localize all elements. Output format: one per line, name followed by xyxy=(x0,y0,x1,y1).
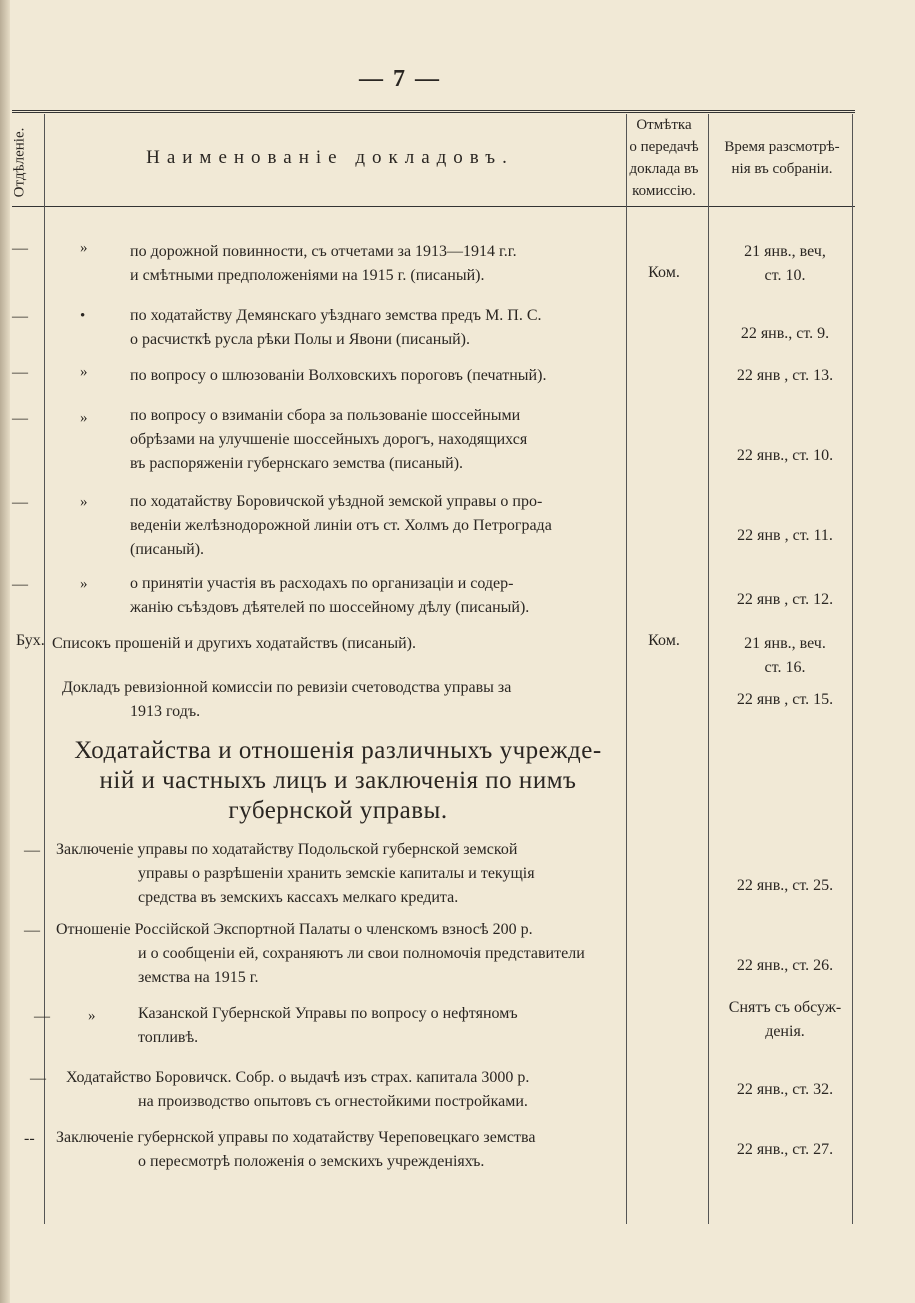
header-time-line: нія въ собраніи. xyxy=(731,161,833,177)
header-mark-line: комиссію. xyxy=(632,183,696,199)
header-mark xyxy=(622,114,706,202)
row-time xyxy=(712,444,858,468)
row-time-line: 22 янв., ст. 9. xyxy=(740,325,830,342)
ditto-mark: • xyxy=(80,308,86,324)
row-time-line: 22 янв., ст. 10. xyxy=(736,447,834,464)
table-top-rule xyxy=(12,110,855,113)
row-dept: Бух. xyxy=(16,632,45,649)
ditto-mark: » xyxy=(80,364,88,380)
column-divider-mark xyxy=(708,114,709,1224)
table-header-rule xyxy=(12,206,855,207)
row-dept: -- xyxy=(24,1130,35,1147)
row-text-line: и о сообщеніи ей, сохраняютъ ли свои полномочія представители xyxy=(138,945,585,962)
row-text-line: и смѣтными предположеніями на 1915 г. (писаный). xyxy=(130,267,485,284)
row-time-line: 22 янв , ст. 15. xyxy=(736,691,834,708)
row-time xyxy=(712,524,858,548)
row-text-line: по ходатайству Демянскаго уѣзднаго земства предъ М. П. С. xyxy=(130,307,542,324)
row-text-line: о пересмотрѣ положенія о земскихъ учрежденіяхъ. xyxy=(138,1153,485,1170)
row-mark: Ком. xyxy=(648,264,680,281)
row-text-line: Отношеніе Россійской Экспортной Палаты о членскомъ взносѣ 200 р. xyxy=(56,921,533,938)
row-time xyxy=(712,632,858,680)
column-divider-dept xyxy=(44,114,45,1224)
ditto-mark: » xyxy=(88,1008,96,1024)
ditto-mark: » xyxy=(80,576,88,592)
row-time xyxy=(712,996,858,1044)
row-dept: — xyxy=(24,922,40,939)
row-mark: Ком. xyxy=(648,632,680,649)
row-time-line: 22 янв , ст. 13. xyxy=(736,367,834,384)
row-text-line: управы о разрѣшеніи хранить земскіе капиталы и текущія xyxy=(138,865,535,882)
row-text-line: Ходатайство Боровичск. Собр. о выдачѣ изъ страх. капитала 3000 р. xyxy=(66,1069,530,1086)
row-time xyxy=(712,954,858,978)
header-time-line: Время разсмотрѣ- xyxy=(724,139,840,155)
section-title-line: Ходатайства и отношенія различныхъ учрежде- xyxy=(74,737,602,764)
row-text-line: по ходатайству Боровичской уѣздной земской управы о про- xyxy=(130,493,543,510)
row-text-line: Заключеніе управы по ходатайству Подольской губернской земской xyxy=(56,841,518,858)
row-time-line: ст. 10. xyxy=(764,267,806,284)
row-time xyxy=(712,874,858,898)
row-text-line: 1913 годъ. xyxy=(130,703,201,720)
page-number: — 7 — xyxy=(359,66,441,92)
row-time-line: 21 янв., веч, xyxy=(744,243,826,260)
ditto-mark: » xyxy=(80,494,88,510)
row-text-line: средства въ земскихъ кассахъ мелкаго кредита. xyxy=(138,889,459,906)
header-mark-line: о передачѣ xyxy=(629,139,699,155)
row-text-line: по дорожной повинности, съ отчетами за 1913—1914 г.г. xyxy=(130,243,517,260)
row-time-line: 22 янв., ст. 32. xyxy=(736,1081,834,1098)
row-time xyxy=(712,688,858,712)
row-time-line: 22 янв., ст. 27. xyxy=(736,1141,834,1158)
row-text-line: обрѣзами на улучшеніе шоссейныхъ дорогъ, находящихся xyxy=(130,431,528,448)
row-time xyxy=(712,322,858,346)
row-time-line: 22 янв , ст. 11. xyxy=(737,527,833,544)
row-text-line: Списокъ прошеній и другихъ ходатайствъ (писаный). xyxy=(52,635,416,652)
row-dept: — xyxy=(34,1008,50,1025)
ditto-mark: » xyxy=(80,240,88,256)
header-name: Наименованіе докладовъ. xyxy=(146,147,514,168)
section-title-line: губернской управы. xyxy=(228,797,448,824)
header-mark-line: Отмѣтка xyxy=(636,117,692,133)
row-time-line: ст. 16. xyxy=(764,659,806,676)
row-text-line: Докладъ ревизіонной комиссіи по ревизіи счетоводства управы за xyxy=(62,679,512,696)
section-title-line: ній и частныхъ лицъ и заключенія по нимъ xyxy=(99,767,577,794)
header-dept: Отдѣленіе. xyxy=(11,127,28,197)
row-dept: — xyxy=(12,576,28,593)
row-text-line: веденіи желѣзнодорожной линіи отъ ст. Холмъ до Петрограда xyxy=(130,517,552,534)
row-time xyxy=(712,1078,858,1102)
row-dept: — xyxy=(12,240,28,257)
row-text-line: по вопросу о взиманіи сбора за пользованіе шоссейными xyxy=(130,407,521,424)
row-text-line: о принятіи участія въ расходахъ по организаціи и содер- xyxy=(130,575,514,592)
row-time-line: 22 янв , ст. 12. xyxy=(736,591,834,608)
row-text-line: на производство опытовъ съ огнестойкими постройками. xyxy=(138,1093,528,1110)
row-time xyxy=(712,588,858,612)
row-time xyxy=(712,1138,858,1162)
row-time-line: 22 янв., ст. 25. xyxy=(736,877,834,894)
row-text-line: (писаный). xyxy=(130,541,205,558)
row-text-line: жанію съѣздовъ дѣятелей по шоссейному дѣлу (писаный). xyxy=(130,599,530,616)
row-time-line: 22 янв., ст. 26. xyxy=(736,957,834,974)
header-mark-line: доклада въ xyxy=(629,161,699,177)
row-dept: — xyxy=(12,308,28,325)
row-dept: — xyxy=(12,364,28,381)
row-text-line: Казанской Губернской Управы по вопросу о нефтяномъ xyxy=(138,1005,518,1022)
ditto-mark: » xyxy=(80,410,88,426)
row-text-line: въ распоряженіи губернскаго земства (писаный). xyxy=(130,455,464,472)
row-dept: — xyxy=(24,842,40,859)
row-text-line: Заключеніе губернской управы по ходатайству Череповецкаго земства xyxy=(56,1129,536,1146)
row-time-line: денія. xyxy=(765,1023,805,1040)
header-time xyxy=(710,136,854,180)
row-time-line: Снятъ съ обсуж- xyxy=(728,999,842,1016)
row-text-line: топливѣ. xyxy=(138,1029,199,1046)
row-text-line: земства на 1915 г. xyxy=(138,969,259,986)
row-time-line: 21 янв., веч. xyxy=(744,635,826,652)
row-dept: — xyxy=(12,494,28,511)
row-dept: — xyxy=(12,410,28,427)
row-text-line: о расчисткѣ русла рѣки Полы и Явони (писаный). xyxy=(130,331,470,348)
row-time xyxy=(712,364,858,388)
row-time xyxy=(712,240,858,288)
row-text-line: по вопросу о шлюзованіи Волховскихъ пороговъ (печатный). xyxy=(130,367,547,384)
row-dept: — xyxy=(30,1070,46,1087)
